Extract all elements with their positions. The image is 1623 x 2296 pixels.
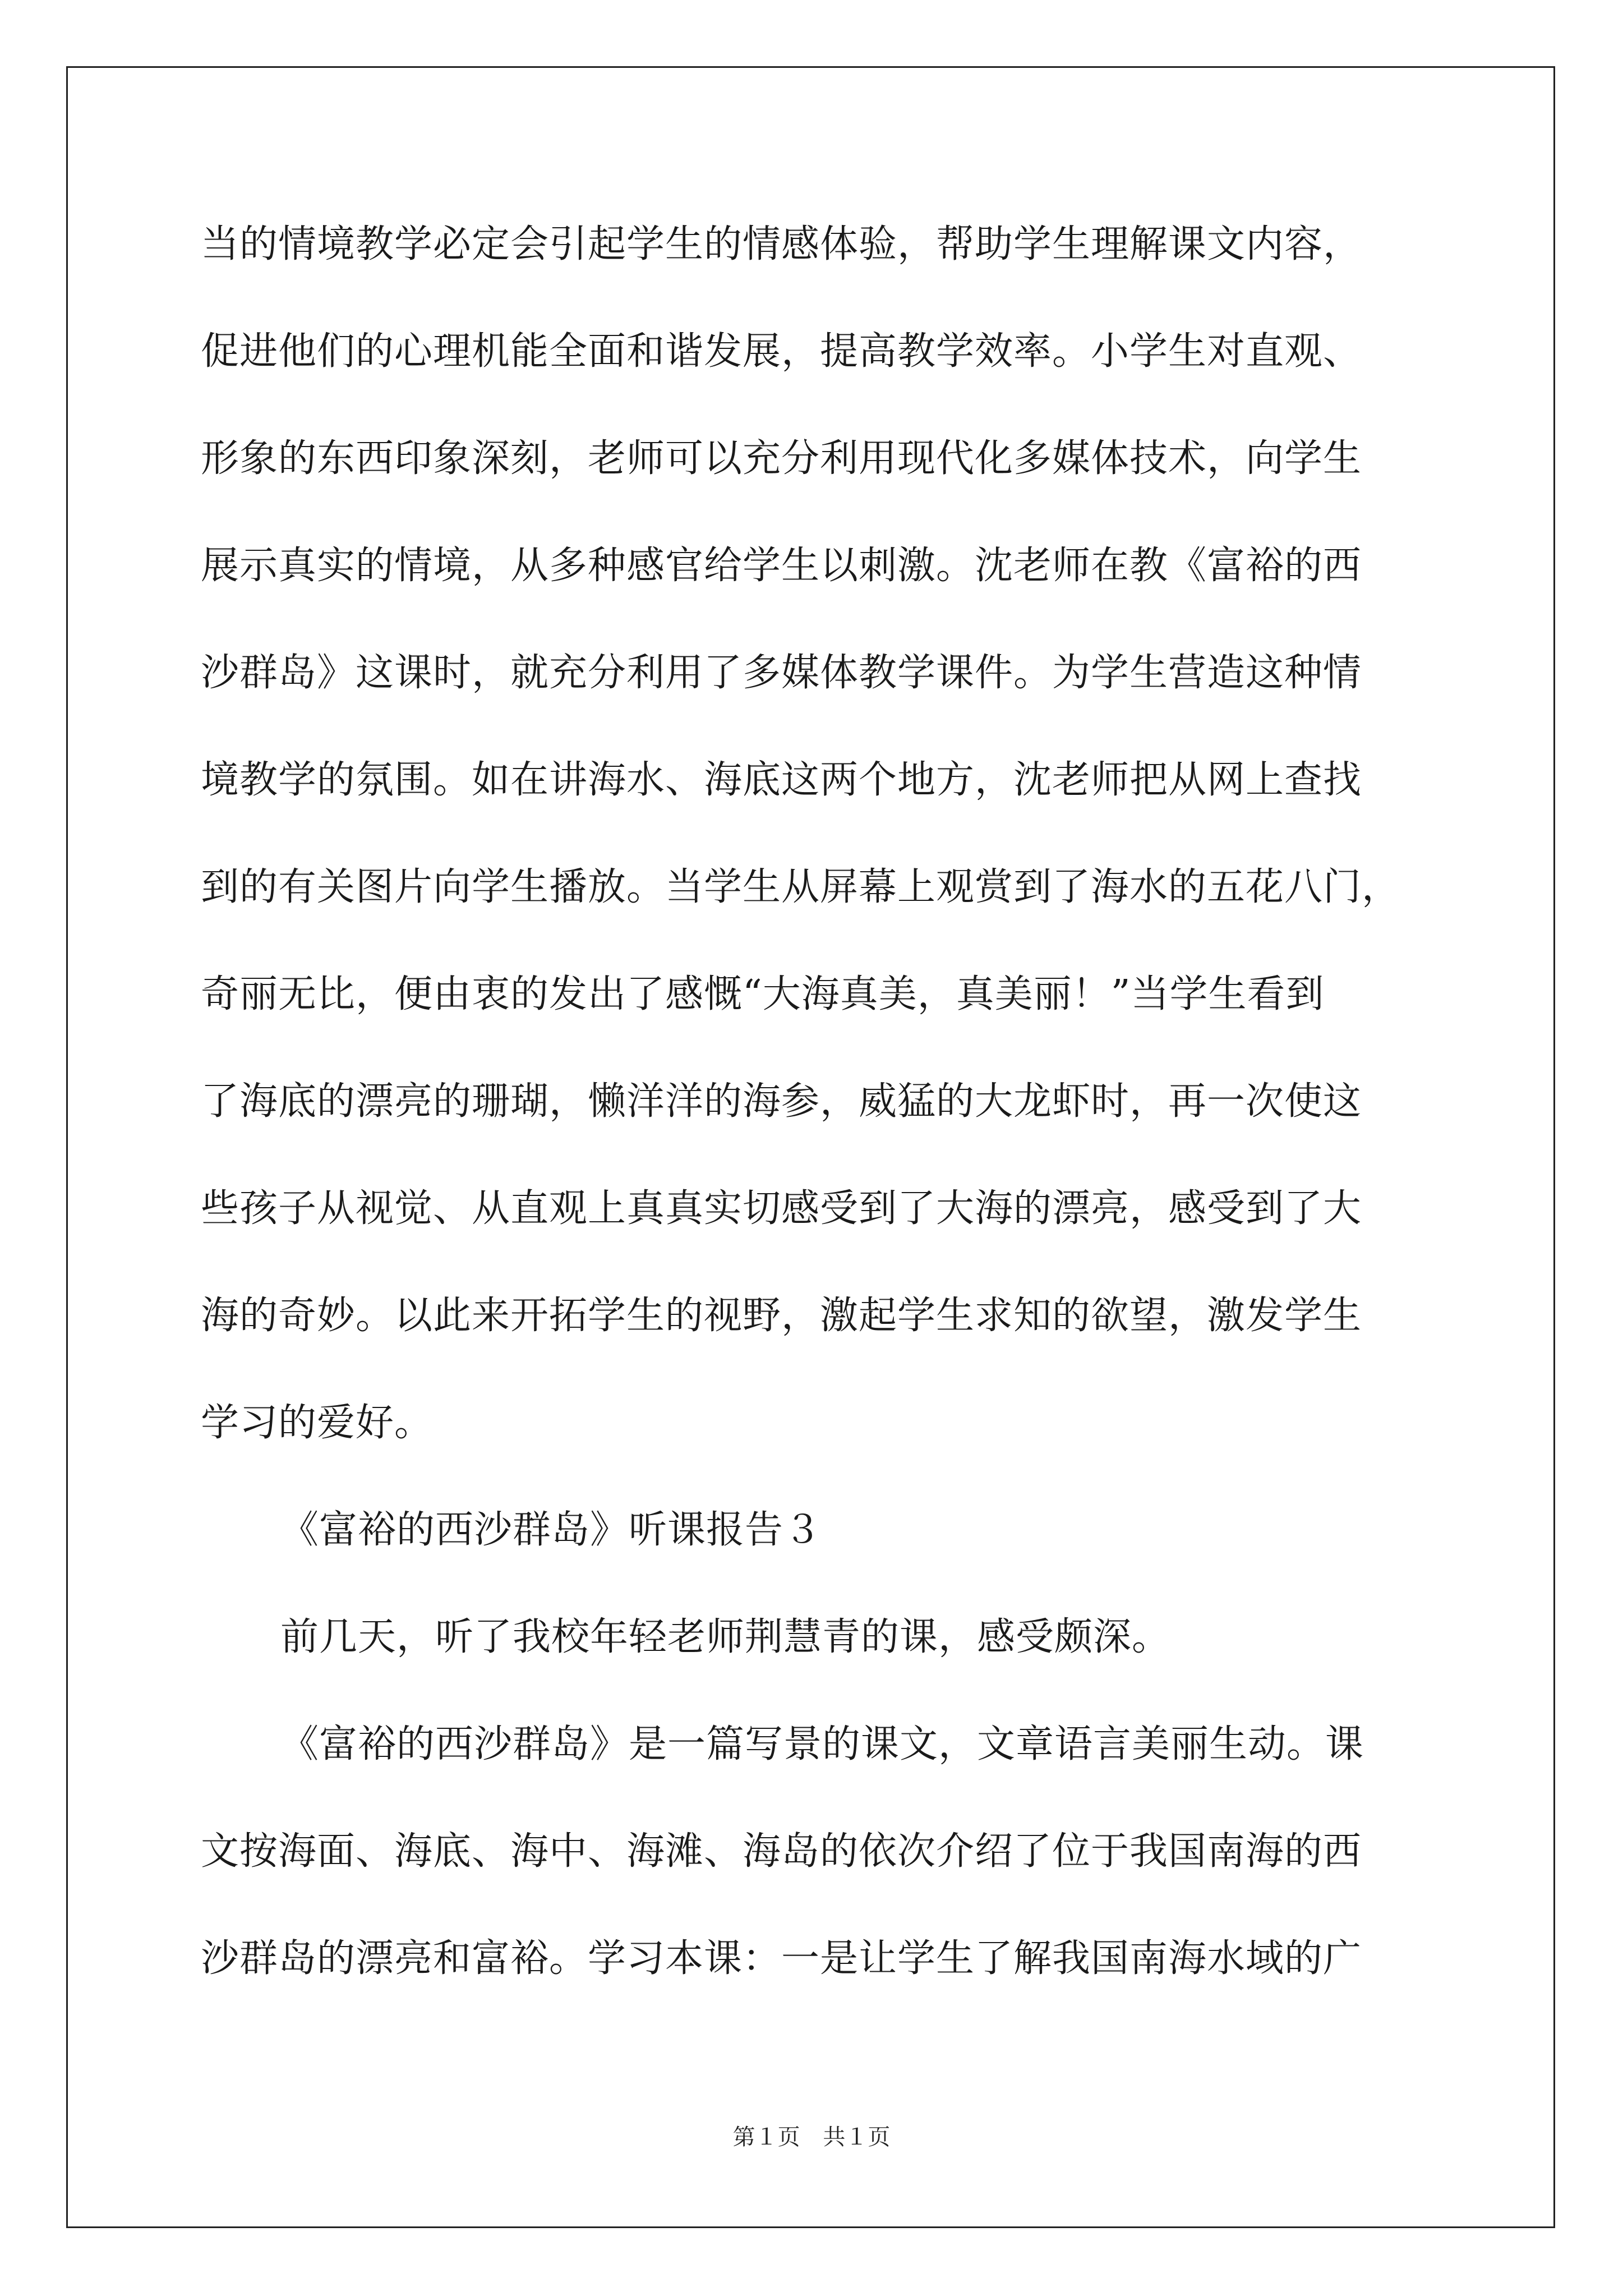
- text-line: 沙群岛》这课时，就充分利用了多媒体教学课件。为学生营造这种情: [201, 651, 1362, 695]
- text-line: 到的有关图片向学生播放。当学生从屏幕上观赏到了海水的五花八门，: [201, 865, 1401, 909]
- text-line: 奇丽无比，便由衷的发出了感慨“大海真美，真美丽！”当学生看到: [201, 972, 1325, 1016]
- text-line: 促进他们的心理机能全面和谐发展，提高教学效率。小学生对直观、: [201, 329, 1362, 374]
- text-line: 当的情境教学必定会引起学生的情感体验，帮助学生理解课文内容，: [201, 222, 1362, 266]
- text-line: 了海底的漂亮的珊瑚，懒洋洋的海参，威猛的大龙虾时，再一次使这: [201, 1079, 1362, 1124]
- text-line: 些孩子从视觉、从直观上真真实切感受到了大海的漂亮，感受到了大: [201, 1186, 1362, 1231]
- text-line: 展示真实的情境，从多种感官给学生以刺激。沈老师在教《富裕的西: [201, 544, 1362, 588]
- text-line: 海的奇妙。以此来开拓学生的视野，激起学生求知的欲望，激发学生: [201, 1294, 1362, 1338]
- paragraph-intro: 前几天，听了我校年轻老师荆慧青的课，感受颇深。: [280, 1615, 1171, 1659]
- page-total: 共１页: [823, 2124, 891, 2150]
- page-footer: [0, 2120, 1623, 2154]
- text-line: 学习的爱好。: [201, 1401, 434, 1445]
- text-line: 文按海面、海底、海中、海滩、海岛的依次介绍了位于我国南海的西: [201, 1829, 1362, 1874]
- text-line: 沙群岛的漂亮和富裕。学习本课：一是让学生了解我国南海水域的广: [201, 1936, 1362, 1981]
- text-line: 境教学的氛围。如在讲海水、海底这两个地方，沈老师把从网上查找: [201, 758, 1362, 802]
- page-number: 第１页: [732, 2124, 800, 2150]
- document-body: [201, 191, 1468, 2012]
- section-heading: 《富裕的西沙群岛》听课报告３: [280, 1508, 823, 1552]
- text-line: 形象的东西印象深刻，老师可以充分利用现代化多媒体技术，向学生: [201, 436, 1362, 481]
- text-line: 《富裕的西沙群岛》是一篇写景的课文，文章语言美丽生动。课: [280, 1722, 1364, 1766]
